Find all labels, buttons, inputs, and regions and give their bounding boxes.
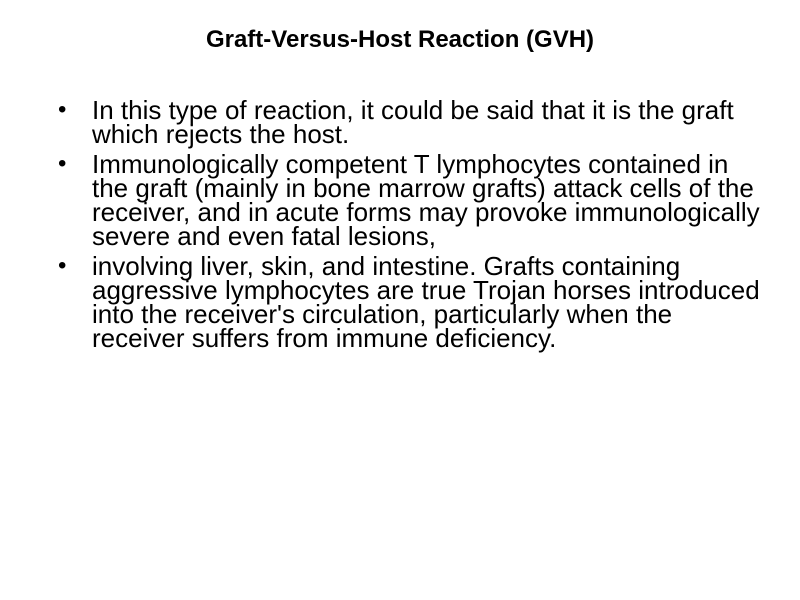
bullet-list	[56, 95, 770, 356]
bullet-text: In this type of reaction, it could be said that it is the graft which rejects the host.	[92, 95, 734, 149]
bullet-item	[56, 251, 770, 353]
bullet-item	[56, 95, 770, 149]
slide-title: Graft-Versus-Host Reaction (GVH)	[205, 26, 595, 53]
bullet-item	[56, 149, 770, 251]
bullet-text: Immunologically competent T lymphocytes contained in the graft (mainly in bone marrow grafts) attack cells of the receiver, and in acute forms may provoke immunologically severe and even fatal lesions,	[92, 149, 760, 251]
bullet-dot-icon: •	[58, 252, 67, 279]
bullet-text: involving liver, skin, and intestine. Grafts containing aggressive lymphocytes are true Trojan horses introduced into the receiver's circulation, particularly when the receiver suffers from immune deficiency.	[92, 251, 760, 353]
bullet-dot-icon: •	[58, 150, 67, 177]
bullet-dot-icon: •	[58, 96, 67, 123]
